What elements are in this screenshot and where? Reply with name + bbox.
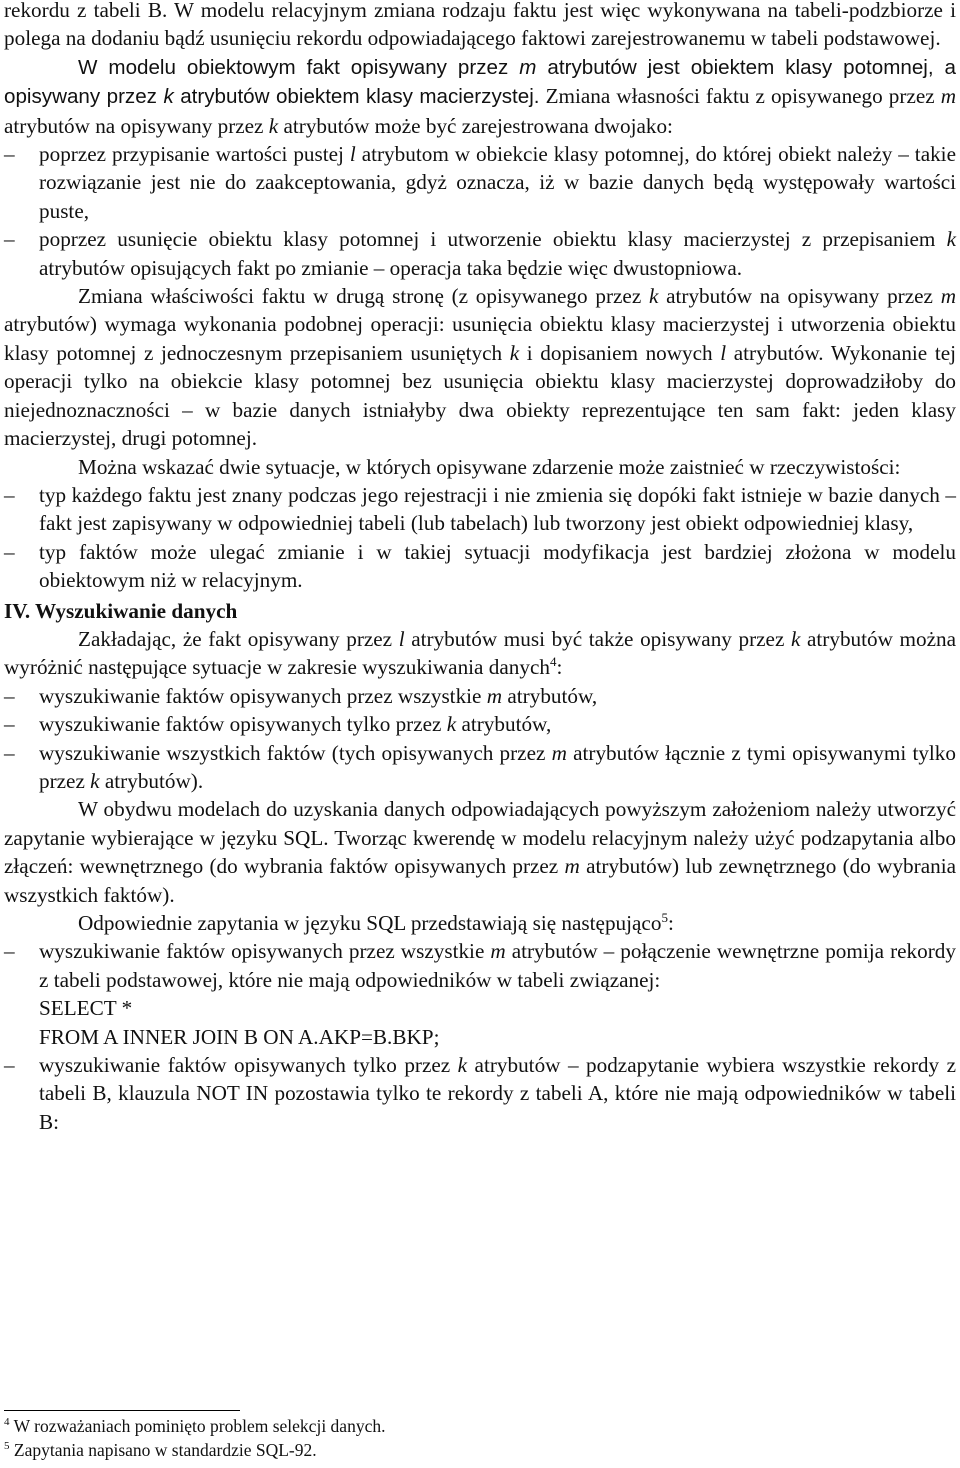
list-item: – wyszukiwanie faktów opisywanych tylko przez k atrybutów,	[4, 712, 552, 737]
footnote-ref-5: 5	[661, 910, 668, 925]
list-item: – wyszukiwanie wszystkich faktów (tych opisywanych przez m atrybutów łącznie z tymi opisywanymi tylko przez k atrybutów).	[4, 740, 956, 793]
section-heading: IV. Wyszukiwanie danych	[4, 598, 238, 623]
paragraph-6: W obydwu modelach do uzyskania danych odpowiadających powyższym założeniom należy utworzyć zapytanie wybierające w języku SQL. Tworząc kwerendę w modelu relacyjnym należy użyć podzapytania albo złączeń: wewnętrznego (do wybrania faktów opisywanych przez m atrybutów) lub zewnętrznego (do wybrania wszystkich faktów).	[4, 797, 956, 907]
list-item: – poprzez usunięcie obiektu klasy potomnej i utworzenie obiektu klasy macierzystej z przepisaniem k atrybutów opisujących fakt po zmianie – operacja taka będzie więc dwustopniowa.	[4, 227, 956, 280]
list-item: – wyszukiwanie faktów opisywanych przez wszystkie m atrybutów – połączenie wewnętrzne pomija rekordy z tabeli podstawowej, które nie mają odpowiedników w tabeli związanej:	[4, 939, 956, 992]
list-item: – typ każdego faktu jest znany podczas jego rejestracji i nie zmienia się dopóki fakt istnieje w bazie danych – fakt jest zapisywany w odpowiedniej tabeli (lub tabelach) lub tworzony jest obiekt odpowiedniej klasy,	[4, 482, 956, 536]
paragraph-1: rekordu z tabeli B. W modelu relacyjnym zmiana rodzaju faktu jest więc wykonywana na tabeli-podzbiorze i polega na dodaniu bądź usunięciu rekordu odpowiadającego faktowi zarejestrowanemu w tabeli podstawowej.	[4, 0, 956, 51]
list-item: – typ faktów może ulegać zmianie i w takiej sytuacji modyfikacja jest bardziej złożona w modelu obiektowym niż w relacyjnym.	[4, 539, 956, 593]
paragraph-5: Zakładając, że fakt opisywany przez l atrybutów musi być także opisywany przez k atrybutów można wyróżnić następujące sytuacje w zakresie wyszukiwania danych$^4$:	[4, 626, 957, 680]
footnote-ref-4: 4	[549, 654, 557, 670]
list-item: – wyszukiwanie faktów opisywanych tylko przez k atrybutów – podzapytanie wybiera wszystkie rekordy z tabeli B, klauzula NOT IN pozostawia tylko te rekordy z tabeli A, które nie mają odpowiedników w tabeli B:	[4, 1053, 956, 1134]
paragraph-7: Odpowiednie zapytania w języku SQL przedstawiają się następująco$^5$:	[78, 910, 674, 935]
footnote-separator	[4, 1410, 240, 1411]
page-body	[4, 0, 956, 1136]
sql-code-line: SELECT *	[39, 996, 133, 1021]
footnote-4: $^4$ W rozważaniach pominięto problem selekcji danych.	[4, 1416, 386, 1436]
paragraph-2: W modelu obiektowym fakt opisywany przez m atrybutów jest obiektem klasy potomnej, a opisywany przez k atrybutów obiektem klasy macierzystej. Zmiana własności faktu z opisywanego przez m atrybutów na opisywany przez k atrybutów może być zarejestrowana dwojako:	[4, 55, 957, 138]
paragraph-3: Zmiana właściwości faktu w drugą stronę (z opisywanego przez k atrybutów na opisywany przez m atrybutów) wymaga wykonania podobnej operacji: usunięcia obiektu klasy macierzystej i utworzenia obiektu klasy potomnej z jednoczesnym przepisaniem usuniętych k i dopisaniem nowych l atrybutów. Wykonanie tej operacji tylko na obiekcie klasy potomnej bez usunięcia obiektu klasy macierzystej doprowadziłoby do niejednoznaczności – w bazie danych istniałyby dwa obiekty reprezentujące ten sam fakt: jeden klasy macierzystej, drugi potomnej.	[4, 284, 956, 451]
list-item: – poprzez przypisanie wartości pustej l atrybutom w obiekcie klasy potomnej, do której obiekt należy – takie rozwiązanie jest nie do zaakceptowania, gdyż oznacza, iż w bazie danych będą występowały wartości puste,	[4, 142, 956, 223]
footnote-5: $^5$ Zapytania napisano w standardzie SQL-92.	[4, 1440, 317, 1460]
list-item: – wyszukiwanie faktów opisywanych przez wszystkie m atrybutów,	[4, 683, 598, 708]
paragraph-4: Można wskazać dwie sytuacje, w których opisywane zdarzenie może zaistnieć w rzeczywistości:	[78, 454, 901, 479]
sql-code-line: FROM A INNER JOIN B ON A.AKP=B.BKP;	[39, 1024, 440, 1049]
